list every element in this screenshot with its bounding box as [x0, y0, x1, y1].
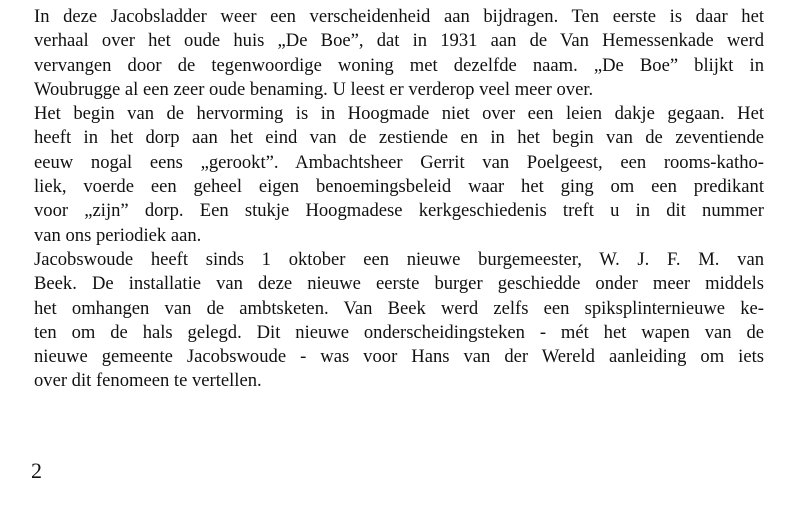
- text-line: Woubrugge al een zeer oude benaming. U leest er verderop veel meer over.: [34, 78, 594, 100]
- text-line: vervangen door de tegenwoordige woning met dezelfde naam. „De Boe” blijkt in: [34, 54, 764, 76]
- text-line: In deze Jacobsladder weer een verscheidenheid aan bijdragen. Ten eerste is daar het: [34, 6, 764, 27]
- text-line: verhaal over het oude huis „De Boe”, dat in 1931 aan de Van Hemessenkade werd: [34, 30, 764, 52]
- text-line: heeft in het dorp aan het eind van de zestiende en in het begin van de zeventiende: [34, 127, 764, 149]
- text-line: voor „zijn” dorp. Een stukje Hoogmadese kerkgeschiedenis treft u in dit nummer: [34, 200, 764, 222]
- text-line: Beek. De installatie van deze nieuwe eerste burger geschiedde onder meer middels: [34, 273, 764, 295]
- text-line: van ons periodiek aan.: [34, 224, 202, 246]
- paragraph-intro: [34, 5, 764, 102]
- text-line: nieuwe gemeente Jacobswoude - was voor Hans van der Wereld aanleiding om iets: [34, 346, 764, 368]
- text-line: over dit fenomeen te vertellen.: [34, 370, 262, 392]
- text-line: Het begin van de hervorming is in Hoogmade niet over een leien dakje gegaan. Het: [34, 103, 764, 125]
- paragraph-burgemeester: [34, 248, 764, 394]
- text-line: liek, voerde een geheel eigen benoemingsbeleid waar het ging om een predikant: [34, 176, 764, 198]
- text-line: ten om de hals gelegd. Dit nieuwe onderscheidingsteken - mét het wapen van de: [34, 321, 764, 343]
- paragraph-hervorming: [34, 102, 764, 248]
- page-number: 2: [31, 458, 42, 483]
- text-line: eeuw nogal eens „gerookt”. Ambachtsheer Gerrit van Poelgeest, een rooms-katho-: [34, 151, 764, 173]
- text-line: Jacobswoude heeft sinds 1 oktober een nieuwe burgemeester, W. J. F. M. van: [34, 248, 764, 270]
- body-text: [34, 5, 764, 394]
- text-line: het omhangen van de ambtsketen. Van Beek werd zelfs een spiksplinternieuwe ke-: [34, 297, 764, 319]
